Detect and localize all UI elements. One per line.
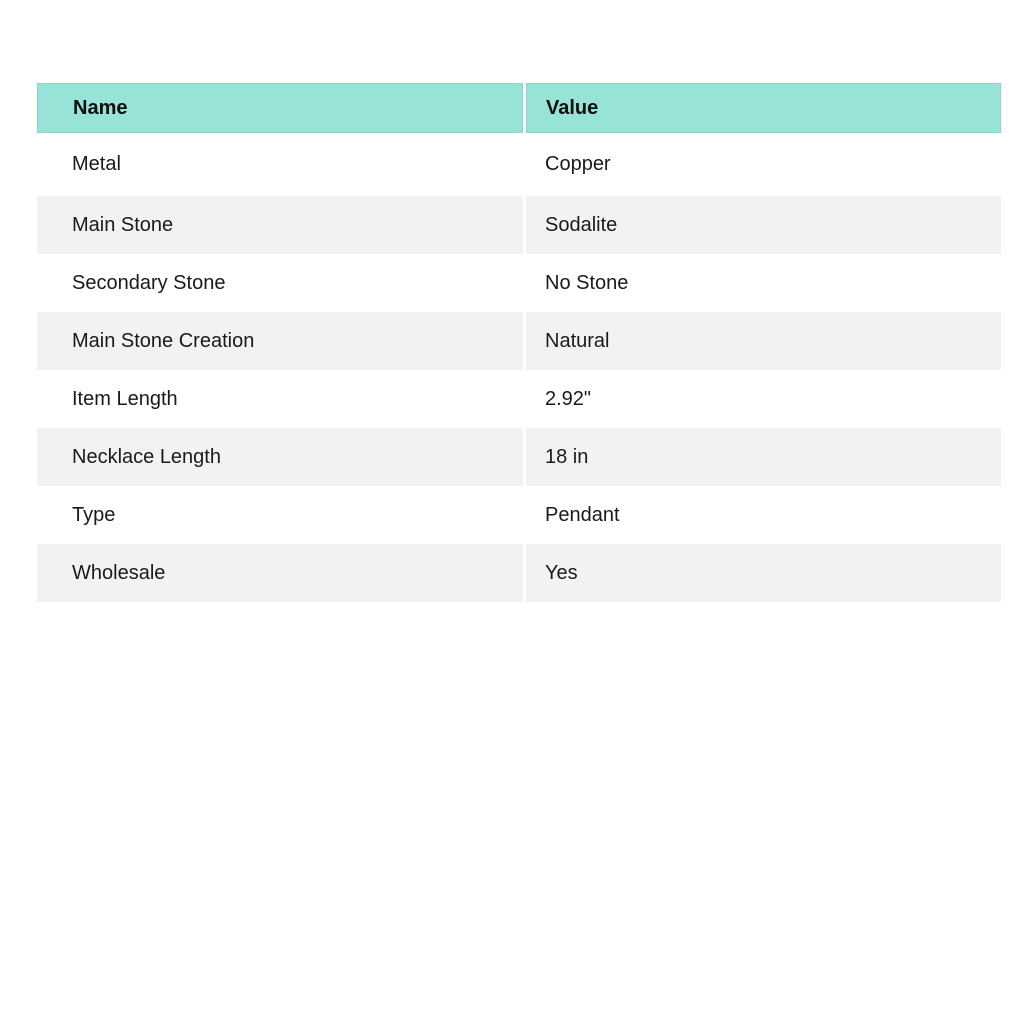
attribute-name: Secondary Stone — [37, 254, 523, 312]
table-row — [37, 486, 1001, 544]
table-row — [37, 133, 1001, 196]
table-row — [37, 428, 1001, 486]
column-header-name: Name — [37, 83, 523, 133]
attribute-value: Sodalite — [526, 196, 1001, 254]
attribute-value: Natural — [526, 312, 1001, 370]
column-header-value: Value — [526, 83, 1001, 133]
attribute-name: Necklace Length — [37, 428, 523, 486]
attribute-name: Main Stone Creation — [37, 312, 523, 370]
attribute-value: Pendant — [526, 486, 1001, 544]
attribute-value: No Stone — [526, 254, 1001, 312]
attribute-name: Wholesale — [37, 544, 523, 602]
attribute-name: Item Length — [37, 370, 523, 428]
attribute-name: Type — [37, 486, 523, 544]
table-row — [37, 370, 1001, 428]
table-row — [37, 544, 1001, 602]
attribute-value: Yes — [526, 544, 1001, 602]
attribute-name: Metal — [37, 133, 523, 196]
attributes-table — [37, 83, 1001, 602]
table-row — [37, 312, 1001, 370]
attribute-value: Copper — [526, 133, 1001, 196]
attribute-value: 2.92" — [526, 370, 1001, 428]
attribute-name: Main Stone — [37, 196, 523, 254]
table-header-row — [37, 83, 1001, 133]
attribute-value: 18 in — [526, 428, 1001, 486]
table-row — [37, 196, 1001, 254]
table-row — [37, 254, 1001, 312]
